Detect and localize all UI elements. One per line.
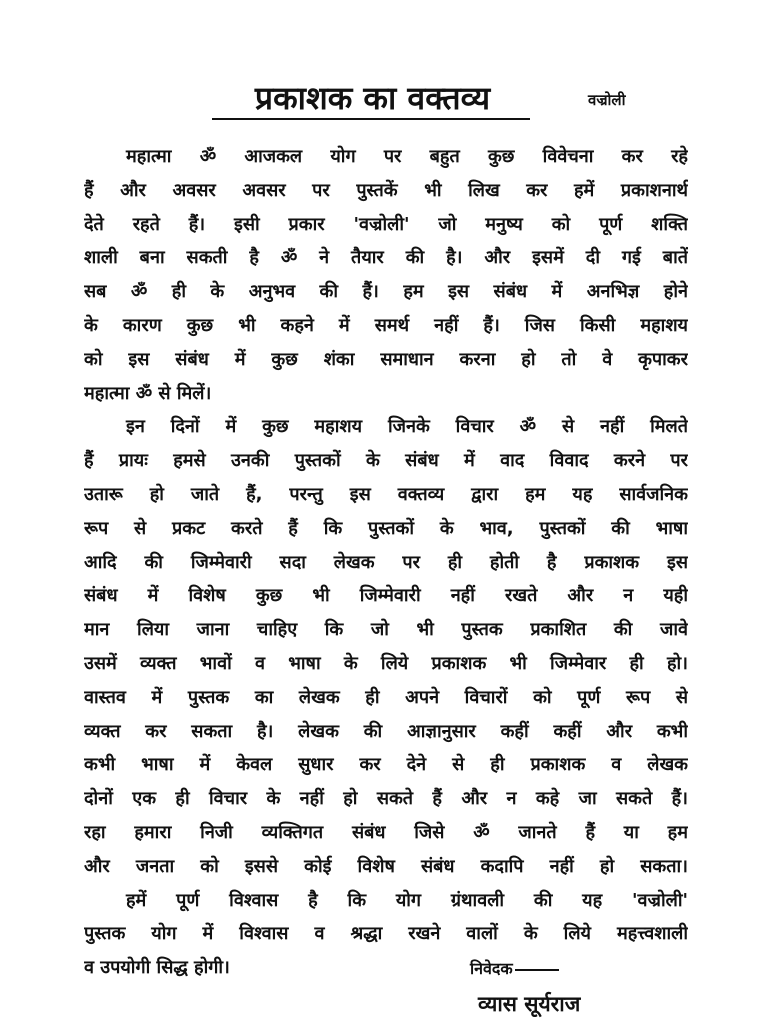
text-line: संबंध में विशेष कुछ भी जिम्मेवारी नहीं रखते और न यही [84,585,688,607]
title-underline [212,118,530,120]
text-line: देते रहते हैं। इसी प्रकार 'वज्रोली' जो मनुष्य को पूर्ण शक्ति [84,213,688,235]
text-line: उसमें व्यक्त भावों व भाषा के लिये प्रकाशक भी जिम्मेवार ही हो। [84,652,688,674]
text-line: उतारू हो जाते हैं, परन्तु इस वक्तव्य द्वारा हम यह सार्वजनिक [84,483,688,505]
statement-body [84,140,688,985]
text-line: सब ॐ ही के अनुभव की हैं। हम इस संबंध में अनभिज्ञ होने [84,281,688,303]
text-line: दोनों एक ही विचार के नहीं हो सकते हैं और न कहे जा सकते हैं। [84,788,688,810]
text-line: व उपयोगी सिद्ध होगी। [84,957,230,979]
text-line: महात्मा ॐ से मिलें। [84,382,212,404]
text-line: हैं और अवसर अवसर पर पुस्तकें भी लिख कर हमें प्रकाशनार्थ [84,179,688,201]
signoff-label: निवेदक [470,959,513,978]
text-line: रूप से प्रकट करते हैं कि पुस्तकों के भाव, पुस्तकों की भाषा [84,517,688,539]
text-line: कभी भाषा में केवल सुधार कर देने से ही प्रकाशक व लेखक [84,754,688,776]
page-header [0,78,768,128]
text-line: आदि की जिम्मेवारी सदा लेखक पर ही होती है प्रकाशक इस [84,551,688,573]
text-line: रहा हमारा निजी व्यक्तिगत संबंध जिसे ॐ जानते हैं या हम [84,821,688,843]
text-line: वास्तव में पुस्तक का लेखक ही अपने विचारों को पूर्ण रूप से [84,686,688,708]
text-line: महात्मा ॐ आजकल योग पर बहुत कुछ विवेचना कर रहे [126,146,688,167]
text-line: के कारण कुछ भी कहने में समर्थ नहीं हैं। जिस किसी महाशय [84,314,688,336]
running-head: वज्रोली [588,91,626,109]
text-line: पुस्तक योग में विश्वास व श्रद्धा रखने वालों के लिये महत्त्वशाली [84,923,688,945]
signoff-name: व्यास सूर्यराज [478,992,581,1016]
text-line: हैं प्रायः हमसे उनकी पुस्तकों के संबंध में वाद विवाद करने पर [84,450,688,472]
text-line: हमें पूर्ण विश्वास है कि योग ग्रंथावली की यह 'वज्रोली' [126,889,688,911]
signoff-dash [515,969,559,971]
page-title: प्रकाशक का वक्तव्य [254,79,491,117]
signoff-label-row [470,958,559,980]
text-line: मान लिया जाना चाहिए कि जो भी पुस्तक प्रकाशित की जावे [84,619,688,641]
text-line: व्यक्त कर सकता है। लेखक की आज्ञानुसार कहीं कहीं और कभी [84,720,688,742]
text-line: को इस संबंध में कुछ शंका समाधान करना हो तो वे कृपाकर [84,348,688,370]
text-line: शाली बना सकती है ॐ ने तैयार की है। और इसमें दी गई बातें [84,247,688,269]
text-line: और जनता को इससे कोई विशेष संबंध कदापि नहीं हो सकता। [84,855,688,877]
text-line: इन दिनों में कुछ महाशय जिनके विचार ॐ से नहीं मिलते [126,416,688,438]
